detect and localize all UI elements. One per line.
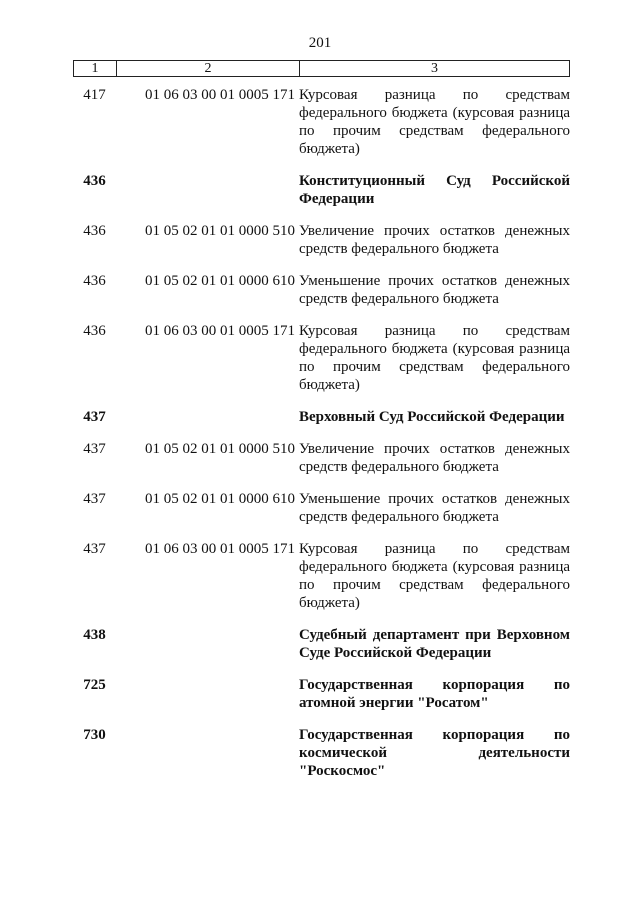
admin-code: 436 <box>83 223 106 239</box>
source-name: Курсовая разница по средствам федерального бюджета (курсовая разница по прочим средствам федерального бюджета) <box>299 87 570 157</box>
table-body <box>73 86 570 794</box>
source-name: Уменьшение прочих остатков денежных средств федерального бюджета <box>299 273 570 307</box>
source-code <box>116 726 299 780</box>
source-code: 01 06 03 00 01 0005 171 <box>145 323 295 339</box>
admin-code: 436 <box>83 323 106 339</box>
table-row <box>73 222 570 258</box>
admin-code: 437 <box>83 541 106 557</box>
header-col-1: 1 <box>74 61 117 76</box>
admin-code: 730 <box>83 727 106 743</box>
source-code: 01 05 02 01 01 0000 510 <box>145 441 295 457</box>
admin-code: 436 <box>83 173 106 189</box>
table-row <box>73 490 570 526</box>
source-code: 01 06 03 00 01 0005 171 <box>145 541 295 557</box>
table-header <box>73 60 570 77</box>
header-col-3: 3 <box>431 61 438 76</box>
admin-code: 438 <box>83 627 106 643</box>
table-row <box>73 272 570 308</box>
source-code <box>116 676 299 712</box>
source-code <box>116 172 299 208</box>
table-row <box>73 540 570 612</box>
admin-code: 436 <box>83 273 106 289</box>
table-row <box>73 726 570 780</box>
table-row <box>73 626 570 662</box>
source-code: 01 06 03 00 01 0005 171 <box>145 87 295 103</box>
page-number: 201 <box>308 35 332 51</box>
source-code: 01 05 02 01 01 0000 610 <box>145 491 295 507</box>
admin-name: Верховный Суд Российской Федерации <box>299 409 565 425</box>
source-code: 01 05 02 01 01 0000 610 <box>145 273 295 289</box>
source-name: Увеличение прочих остатков денежных средств федерального бюджета <box>299 223 570 257</box>
source-code: 01 05 02 01 01 0000 510 <box>145 223 295 239</box>
admin-name: Государственная корпорация по атомной энергии "Росатом" <box>299 677 570 711</box>
admin-code: 437 <box>83 491 106 507</box>
admin-name: Судебный департамент при Верховном Суде Российской Федерации <box>299 627 570 661</box>
table-row <box>73 172 570 208</box>
table-row <box>73 440 570 476</box>
source-name: Курсовая разница по средствам федерального бюджета (курсовая разница по прочим средствам федерального бюджета) <box>299 541 570 611</box>
table-row <box>73 408 570 426</box>
admin-name: Государственная корпорация по космической деятельности "Роскосмос" <box>299 727 570 779</box>
header-col-2: 2 <box>117 61 300 76</box>
table-row <box>73 86 570 158</box>
admin-code: 437 <box>83 409 106 425</box>
source-name: Увеличение прочих остатков денежных средств федерального бюджета <box>299 441 570 475</box>
admin-code: 437 <box>83 441 106 457</box>
source-code <box>116 408 299 426</box>
source-code <box>116 626 299 662</box>
source-name: Уменьшение прочих остатков денежных средств федерального бюджета <box>299 491 570 525</box>
table-row <box>73 322 570 394</box>
admin-name: Конституционный Суд Российской Федерации <box>299 173 570 207</box>
admin-code: 725 <box>83 677 106 693</box>
source-name: Курсовая разница по средствам федерального бюджета (курсовая разница по прочим средствам федерального бюджета) <box>299 323 570 393</box>
admin-code: 417 <box>83 87 106 103</box>
table-row <box>73 676 570 712</box>
